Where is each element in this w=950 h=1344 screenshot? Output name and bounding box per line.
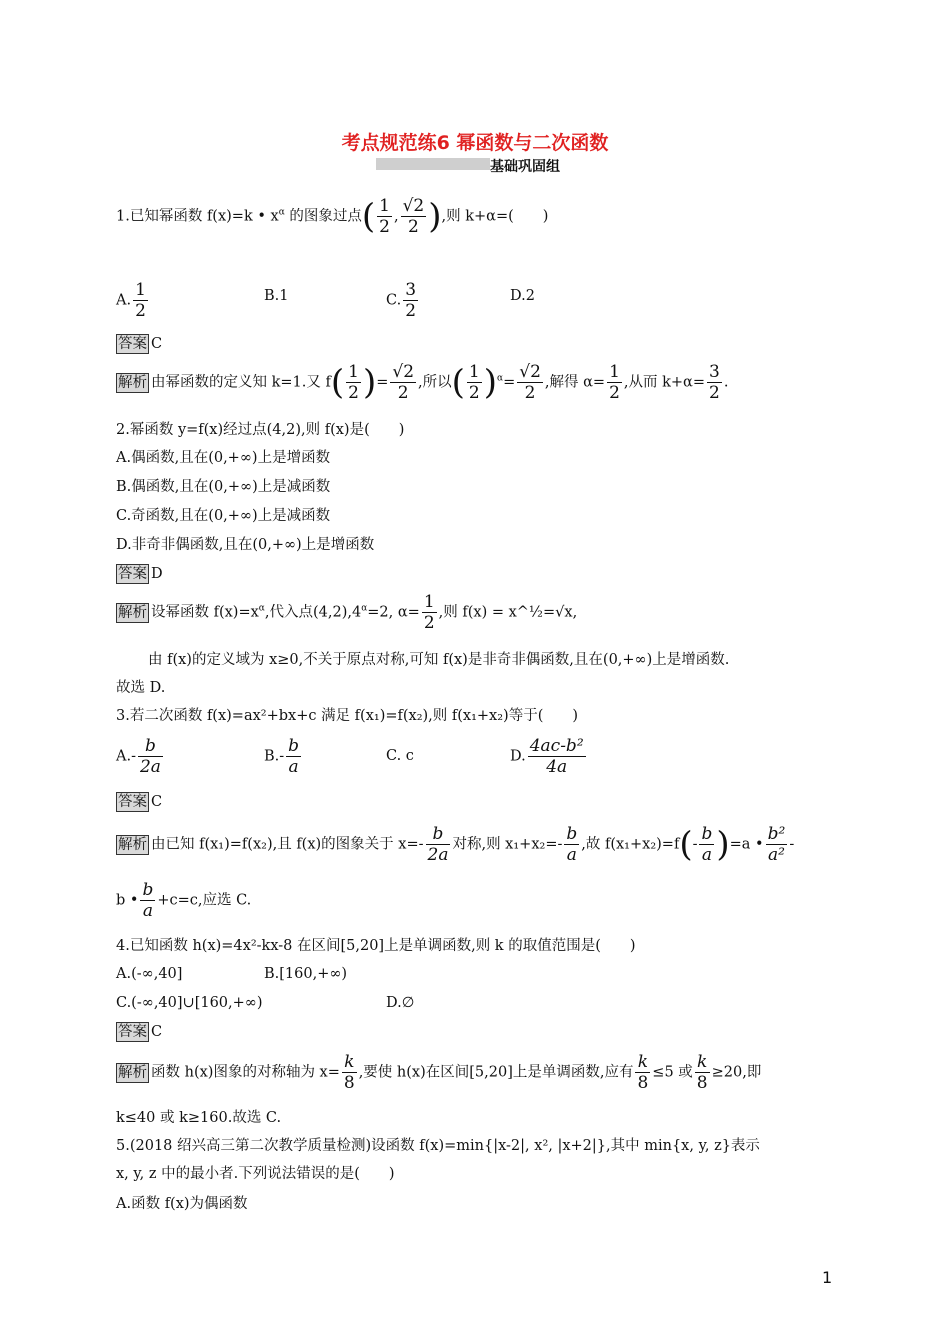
answer-tag: 答案 <box>118 566 147 582</box>
q1-analysis: 解析 由幂函数的定义知 k=1.又 f( $\frac{1}{2}$ )= $\frac{√2}{2}$ ,所以( $\frac{1}{2}$ )$^\alpha$= $\frac{√2}{2}$ ,解得 α= $\frac{1}{2}$ ,从而 k+α= $\frac{3}{2}$ . <box>118 362 729 403</box>
answer-tag: 答案 <box>118 1024 147 1040</box>
analysis-tag: 解析 <box>118 1064 147 1081</box>
q3-option-a: A.- $\frac{b}{2a}$ <box>116 736 161 777</box>
q3-option-b: B.- $\frac{b}{a}$ <box>264 736 300 777</box>
analysis-tag: 解析 <box>118 604 147 621</box>
q5-stem-line2: x, y, z 中的最小者.下列说法错误的是( ) <box>116 1166 395 1182</box>
subtitle-bar <box>376 158 490 170</box>
q1-answer: 答案 C <box>118 336 163 352</box>
q3-option-d: D. $\frac{\text{4ac-b²}}{4a}$ <box>510 736 584 777</box>
q4-analysis: 解析 函数 h(x)图象的对称轴为 x= $\frac{k}{8}$ ,要使 h(x)在区间[5,20]上是单调函数,应有 $\frac{k}{8}$ ≤5 或 $\frac{k}{8}$ ≥20,即 <box>118 1052 762 1093</box>
q2-answer: 答案 D <box>118 566 163 582</box>
section-subtitle: 基础巩固组 <box>490 159 560 175</box>
q3-analysis-line2: b • $\frac{b}{a}$ +c=c,应选 C. <box>116 880 252 921</box>
q5-stem: 5.(2018 绍兴高三第二次教学质量检测)设函数 f(x)=min{|x-2|, x², |x+2|},其中 min{x, y, z}表示 <box>116 1138 760 1154</box>
frac-sqrt2-over-2: $\frac{√2}{2}$ <box>402 196 425 237</box>
q1-option-b: B.1 <box>264 288 289 304</box>
q2-analysis-line2: 由 f(x)的定义域为 x≥0,不关于原点对称,可知 f(x)是非奇非偶函数,且在(0,+∞)上是增函数. <box>148 652 730 668</box>
q2-option-b: B.偶函数,且在(0,+∞)上是减函数 <box>116 479 331 495</box>
answer-tag: 答案 <box>118 336 147 352</box>
q2-option-d: D.非奇非偶函数,且在(0,+∞)上是增函数 <box>116 537 375 553</box>
q3-option-c: C. c <box>386 748 414 764</box>
q4-analysis-line2: k≤40 或 k≥160.故选 C. <box>116 1110 282 1126</box>
q2-option-a: A.偶函数,且在(0,+∞)上是增函数 <box>116 450 331 466</box>
q2-analysis-line3: 故选 D. <box>116 680 166 696</box>
page-number: 1 <box>822 1268 833 1287</box>
q4-answer: 答案 C <box>118 1024 163 1040</box>
q3-stem: 3.若二次函数 f(x)=ax²+bx+c 满足 f(x₁)=f(x₂),则 f(x₁+x₂)等于( ) <box>116 708 579 724</box>
q2-analysis: 解析 设幂函数 $f(x)=x^\alpha$,代入点$(4,2),4^\alpha=2$, α= $\frac{1}{2}$ ,则 f(x) = x^½=√x, <box>118 592 578 633</box>
q1-option-c: C. $\frac{3}{2}$ <box>386 280 417 321</box>
frac-half: $\frac{1}{2}$ <box>379 196 390 237</box>
q4-option-d: D.∅ <box>386 995 415 1011</box>
q4-option-c: C.(-∞,40]∪[160,+∞) <box>116 995 263 1011</box>
q4-option-b: B.[160,+∞) <box>264 966 348 982</box>
q2-stem: 2.幂函数 y=f(x)经过点(4,2),则 f(x)是( ) <box>116 422 405 438</box>
answer-tag: 答案 <box>118 794 147 810</box>
q3-analysis: 解析 由已知 f(x₁)=f(x₂),且 f(x)的图象关于 x=- $\frac{b}{2a}$ 对称,则 x₁+x₂=- $\frac{b}{a}$ ,故 f(x₁+x₂)=f(- $\frac{b}{a}$ )=a • $\frac{\text{b²}}{\text{a²}}$ - <box>118 824 795 865</box>
q1-option-d: D.2 <box>510 288 535 304</box>
q4-stem: 4.已知函数 h(x)=4x²-kx-8 在区间[5,20]上是单调函数,则 k 的取值范围是( ) <box>116 938 636 954</box>
q1-option-a: A. $\frac{1}{2}$ <box>116 280 146 321</box>
q1-stem: 1.已知幂函数 f(x)=k • $x^\alpha$ 的图象过点( $\frac{1}{2}$ , $\frac{√2}{2}$ ),则 k+α=( ) <box>116 196 549 237</box>
q2-option-c: C.奇函数,且在(0,+∞)上是减函数 <box>116 508 331 524</box>
q3-answer: 答案 C <box>118 794 163 810</box>
analysis-tag: 解析 <box>118 836 147 853</box>
analysis-tag: 解析 <box>118 374 147 391</box>
page-title: 考点规范练6 幂函数与二次函数 <box>341 132 609 154</box>
q5-option-a: A.函数 f(x)为偶函数 <box>116 1196 248 1212</box>
q4-option-a: A.(-∞,40] <box>116 966 183 982</box>
